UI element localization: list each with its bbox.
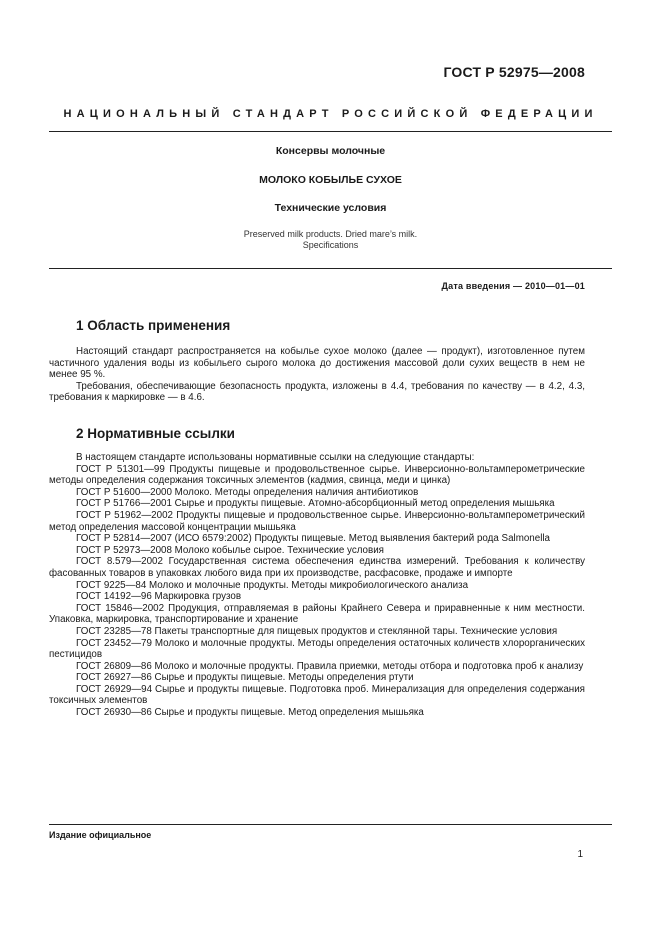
section-body-scope <box>49 346 585 404</box>
reference-item: ГОСТ Р 52814—2007 (ИСО 6579:2002) Продукты пищевые. Метод выявления бактерий рода Salmonella <box>76 533 551 545</box>
national-standard-banner: НАЦИОНАЛЬНЫЙ СТАНДАРТ РОССИЙСКОЙ ФЕДЕРАЦИИ <box>63 108 598 120</box>
document-series: Консервы молочные <box>275 145 386 157</box>
document-subtitle: Технические условия <box>274 202 387 214</box>
reference-item: ГОСТ 15846—2002 Продукция, отправляемая в районы Крайнего Севера и приравненные к ним местности. Упаковка, маркировка, транспортирование и хранение <box>49 602 585 626</box>
header-divider <box>49 131 612 132</box>
reference-item: ГОСТ 26929—94 Сырье и продукты пищевые. Подготовка проб. Минерализация для определения содержания токсичных элементов <box>49 683 585 707</box>
reference-item: ГОСТ Р 51600—2000 Молоко. Методы определения наличия антибиотиков <box>76 486 419 498</box>
paragraph: В настоящем стандарте использованы нормативные ссылки на следующие стандарты: <box>76 452 475 463</box>
reference-item: ГОСТ 23285—78 Пакеты транспортные для пищевых продуктов и стеклянной тары. Технические условия <box>76 625 558 637</box>
standard-number: ГОСТ Р 52975—2008 <box>443 64 585 80</box>
paragraph: Требования, обеспечивающие безопасность продукта, изложены в 4.4, требования по качеству — в 4.2, 4.3, требования к маркировке — в 4.6. <box>49 380 585 404</box>
english-title-line-1: Preserved milk products. Dried mare’s milk. <box>243 229 418 239</box>
document-title: МОЛОКО КОБЫЛЬЕ СУХОЕ <box>259 174 402 186</box>
reference-item: ГОСТ 8.579—2002 Государственная система обеспечения единства измерений. Требования к количеству фасованных товаров в упаковках любого вида при их производстве, расфасовке, продаже и импорте <box>49 556 585 579</box>
edition-label: Издание официальное <box>49 830 152 840</box>
section-body-references <box>49 452 585 719</box>
reference-item: ГОСТ 23452—79 Молоко и молочные продукты. Методы определения остаточных количеств хлорорганических пестицидов <box>49 637 585 661</box>
introduction-date: Дата введения — 2010—01—01 <box>441 281 585 291</box>
title-divider <box>49 268 612 269</box>
reference-item: ГОСТ Р 51766—2001 Сырье и продукты пищевые. Атомно-абсорбционный метод определения мышьяка <box>76 498 555 510</box>
reference-item: ГОСТ 26809—86 Молоко и молочные продукты. Правила приемки, методы отбора и подготовка проб к анализу <box>76 660 584 672</box>
reference-item: ГОСТ 26930—86 Сырье и продукты пищевые. Метод определения мышьяка <box>76 707 424 719</box>
page-number: 1 <box>577 849 583 860</box>
reference-item: ГОСТ 26927—86 Сырье и продукты пищевые. Методы определения ртути <box>76 672 414 684</box>
english-title-line-2: Specifications <box>302 240 359 250</box>
reference-item: ГОСТ Р 52973—2008 Молоко кобылье сырое. Технические условия <box>76 544 384 556</box>
section-heading-references: 2 Нормативные ссылки <box>76 426 235 441</box>
paragraph: Настоящий стандарт распространяется на кобылье сухое молоко (далее — продукт), изготовленное путем частичного удаления воды из кобыльего сырого молока до достижения массовой доли сухих веществ в нем не менее 95 %. <box>49 346 585 381</box>
footer-divider <box>49 824 612 825</box>
reference-item: ГОСТ 14192—96 Маркировка грузов <box>76 591 242 603</box>
reference-item: ГОСТ Р 51962—2002 Продукты пищевые и продовольственное сырье. Инверсионно-вольтамперометрический метод определения массовой концентрации мышьяка <box>49 509 585 533</box>
reference-item: ГОСТ 9225—84 Молоко и молочные продукты. Методы микробиологического анализа <box>76 579 469 591</box>
reference-item: ГОСТ Р 51301—99 Продукты пищевые и продовольственное сырье. Инверсионно-вольтамперометрические методы определения содержания токсичных элементов (кадмия, свинца, меди и цинка) <box>49 463 585 487</box>
section-heading-scope: 1 Область применения <box>76 318 231 333</box>
